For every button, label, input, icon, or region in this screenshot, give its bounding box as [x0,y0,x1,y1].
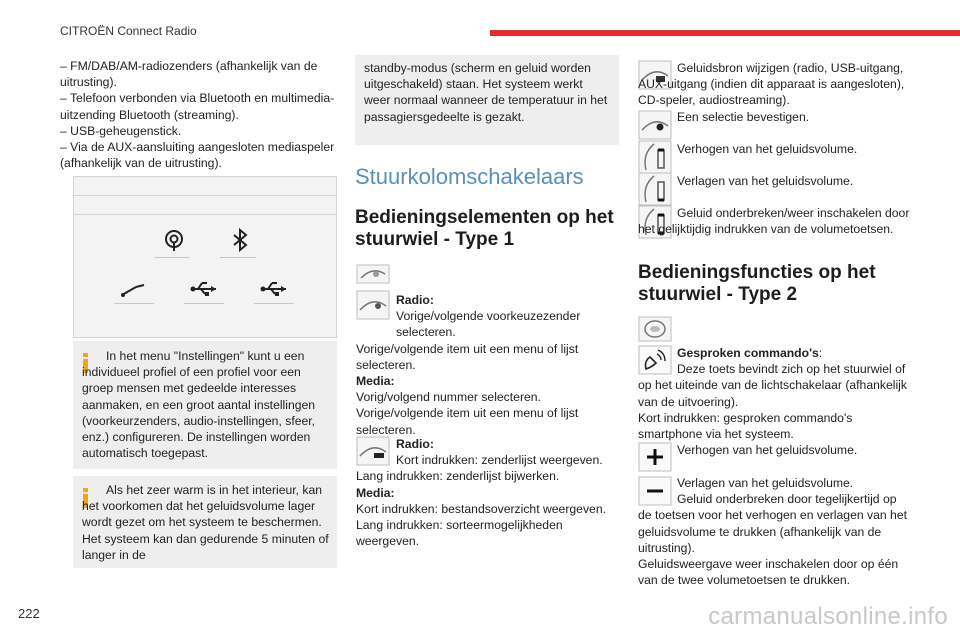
steering-control-icon [638,172,672,206]
heading: Bedieningselementen op het stuurwiel - Type 1 [355,207,614,250]
source-block [638,60,913,109]
colon: : [818,346,823,360]
page-number: 222 [18,606,40,621]
label-radio: Radio: [396,437,434,451]
body-text: Vorige/volgende voorkeuzezender selecteren. [396,309,581,340]
screen-second-bar [74,196,336,215]
plus-icon [638,442,672,472]
list-item: – USB-geheugenstick. [60,123,182,138]
section-header [355,164,620,190]
body-text: Kort indrukken: bestandsoverzicht weergeven. [356,501,606,516]
label-media: Media: [356,374,395,389]
body-text: Geluid onderbreken door tegelijkertijd op de toetsen voor het verhogen en verlagen van het geluidsvolume te drukken (afhankelijk van de uitrusting). [638,492,907,555]
screen-top-bar [74,177,336,196]
body-text: Een selectie bevestigen. [677,110,810,124]
minus-block [638,475,913,588]
screen-underline [220,257,256,258]
heading: Bedieningsfuncties op het stuurwiel - Type 2 [638,262,876,305]
aux-jack-icon [114,271,150,307]
body-text: Geluidsweergave weer inschakelen door op één van de twee volumetoetsen te drukken. [638,557,899,588]
steering-control-icon [638,140,672,174]
label-radio: Radio: [396,293,434,307]
radio-screen-illustration [73,176,337,338]
screen-underline [184,303,224,304]
steering-control-icon [356,264,390,284]
usb-icon [186,271,222,307]
section-title: Stuurkolomschakelaars [355,164,584,189]
list-item: – Via de AUX-aansluiting aangesloten mediaspeler (afhankelijk van de uitrusting). [60,140,335,171]
body-text: Deze toets bevindt zich op het stuurwiel of op het uiteinde van de lichtschakelaar (afhankelijk van de uitvoering). [638,362,907,409]
list-item: – FM/DAB/AM-radiozenders (afhankelijk van de uitrusting). [60,59,318,90]
body-text: Kort indrukken: zenderlijst weergeven. [396,453,603,468]
body-text: Lang indrukken: sorteermogelijkheden weergeven. [356,518,563,549]
list-item: – Telefoon verbonden via Bluetooth en multimedia-uitzending Bluetooth (streaming). [60,91,335,122]
body-text: Verhogen van het geluidsvolume. [677,142,858,156]
body-text: Kort indrukken: gesproken commando's smartphone via het systeem. [638,410,853,442]
screen-underline [114,303,154,304]
heading-type1 [355,207,620,251]
heading-type2 [638,262,913,306]
screen-underline [154,257,190,258]
body-text: Verlagen van het geluidsvolume. [677,476,854,490]
radio-source-icon [156,223,192,259]
watermark: carmanualsonline.info [708,603,948,630]
label-voice: Gesproken commando's [677,346,819,360]
usb-icon [256,271,292,307]
voice-block [638,345,913,442]
running-header: CITROËN Connect Radio [60,24,197,38]
column-1 [60,58,340,171]
body-text: Vorig/volgend nummer selecteren. [356,390,541,405]
body-text: Geluidsbron wijzigen (radio, USB-uitgang, AUX-uitgang (indien dit apparaat is aangesloten), CD-speler, audiostreaming). [638,61,905,108]
body-text: Verlagen van het geluidsvolume. [677,174,854,188]
body-text: Verhogen van het geluidsvolume. [677,443,858,457]
type1-radio2-block [356,436,621,549]
body-text: Lang indrukken: zenderlijst bijwerken. [356,469,560,484]
steering-wheel-icon [638,316,672,342]
continued-info-box [355,55,619,145]
info-note [73,476,337,568]
type1-radio-block [356,292,621,438]
body-text: Vorige/volgende item uit een menu of lijst selecteren. [356,341,579,372]
info-text: In het menu "Instellingen" kunt u een individueel profiel of een profiel voor een groep mensen met gedeelde interesses aanmaken, en een groot aantal instellingen (voorkeurzenders, audio-instellingen, sfeer, enz.) configureren. De instellingen worden automatisch toegepast. [82,349,316,461]
header-accent-bar [490,30,960,36]
label-media: Media: [356,485,395,500]
mute-block [638,205,913,237]
info-text: standby-modus (scherm en geluid worden uitgeschakeld) staan. Het systeem werkt weer normaal wanneer de temperatuur in het passagiersgedeelte is gezakt. [364,61,608,124]
body-text: Vorige/volgende item uit een menu of lijst selecteren. [356,406,579,437]
info-text: Als het zeer warm is in het interieur, kan het voorkomen dat het geluidsvolume lager wordt gezet om het systeem te beschermen. Het systeem kan dan gedurende 5 minuten of langer in de [82,483,329,562]
bluetooth-icon [222,223,258,259]
steering-control-icon [638,110,672,140]
info-note [73,341,337,469]
body-text: Geluid onderbreken/weer inschakelen door het gelijktijdig indrukken van de volumetoetsen. [638,206,910,237]
screen-underline [254,303,294,304]
